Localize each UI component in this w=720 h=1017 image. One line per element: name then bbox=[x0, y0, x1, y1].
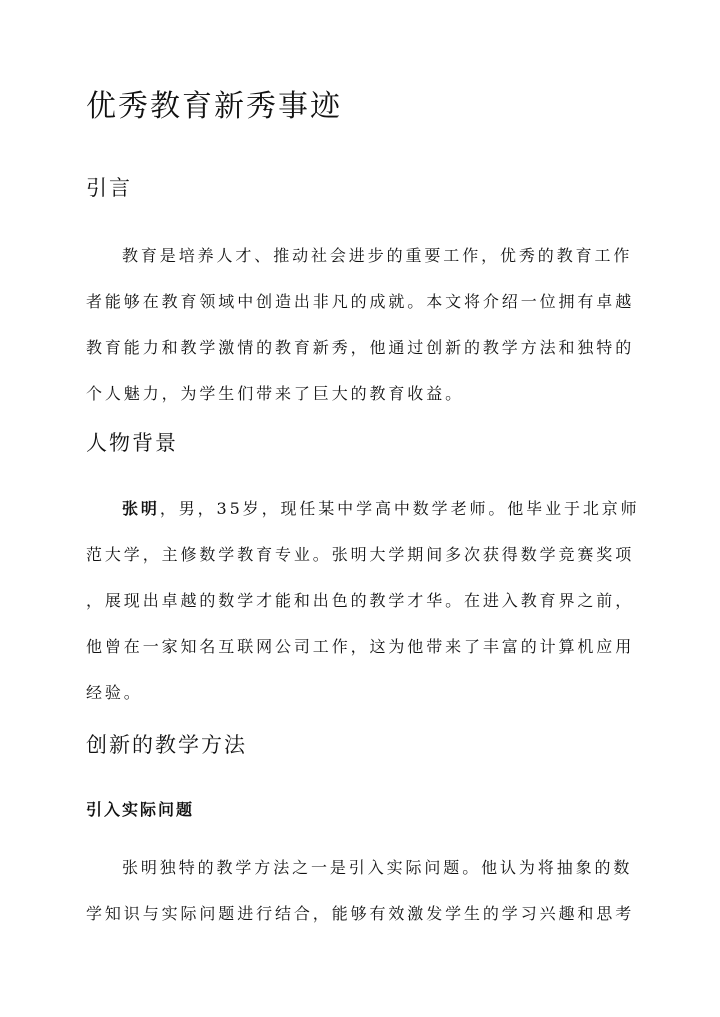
paragraph-line: 教育是培养人才、推动社会进步的重要工作，优秀的教育工作 bbox=[122, 246, 633, 265]
document-title: 优秀教育新秀事迹 bbox=[86, 89, 342, 124]
section-heading-methods: 创新的教学方法 bbox=[86, 733, 247, 757]
subsection-heading-real-problems: 引入实际问题 bbox=[86, 800, 195, 819]
section-heading-intro: 引言 bbox=[86, 176, 132, 200]
paragraph-line: 范大学，主修数学教育专业。张明大学期间多次获得数学竞赛奖项 bbox=[86, 545, 635, 564]
person-name: 张明 bbox=[122, 499, 160, 518]
section-heading-background: 人物背景 bbox=[86, 431, 178, 455]
paragraph-line: 个人魅力，为学生们带来了巨大的教育收益。 bbox=[86, 384, 465, 403]
paragraph-line bbox=[86, 486, 640, 532]
paragraph-line-rest: ，男，35岁，现任某中学高中数学老师。他毕业于北京师 bbox=[159, 499, 640, 518]
paragraph-line: 学知识与实际问题进行结合，能够有效激发学生的学习兴趣和思考 bbox=[86, 904, 635, 923]
paragraph-line: 者能够在教育领域中创造出非凡的成就。本文将介绍一位拥有卓越 bbox=[86, 292, 635, 311]
paragraph-line: ，展现出卓越的数学才能和出色的教学才华。在进入教育界之前， bbox=[86, 591, 635, 610]
paragraph-line: 经验。 bbox=[86, 683, 143, 702]
intro-paragraph bbox=[86, 233, 636, 417]
paragraph-line: 教育能力和教学激情的教育新秀，他通过创新的教学方法和独特的 bbox=[86, 338, 635, 357]
paragraph-line: 张明独特的教学方法之一是引入实际问题。他认为将抽象的数 bbox=[122, 858, 633, 877]
methods-paragraph bbox=[86, 845, 636, 937]
background-paragraph bbox=[86, 486, 640, 716]
paragraph-line: 他曾在一家知名互联网公司工作，这为他带来了丰富的计算机应用 bbox=[86, 637, 635, 656]
